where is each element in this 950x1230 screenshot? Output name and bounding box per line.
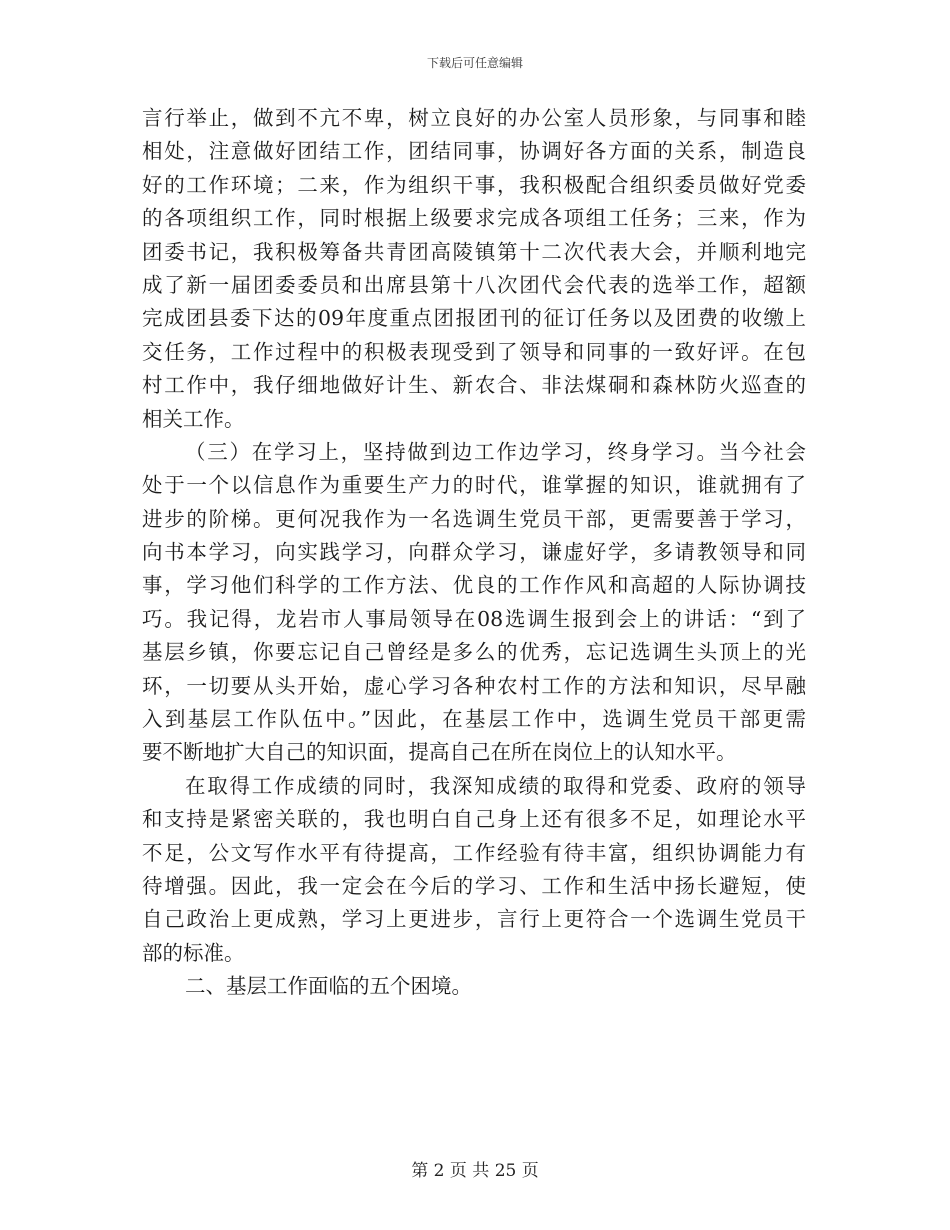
text-line: 环，一切要从头开始，虚心学习各种农村工作的方法和知识，尽早融 (142, 673, 806, 698)
document-body (142, 102, 806, 1004)
section-heading: 二、基层工作面临的五个困境。 (185, 974, 472, 999)
text-line: 完成团县委下达的09年度重点团报团刊的征订任务以及团费的收缴上 (142, 306, 806, 331)
text-line: 不足，公文写作水平有待提高，工作经验有待丰富，组织协调能力有 (142, 840, 806, 865)
text-line: 相关工作。 (142, 406, 245, 431)
text-line: 事，学习他们科学的工作方法、优良的工作作风和高超的人际协调技 (142, 573, 806, 598)
text-line: 成了新一届团委委员和出席县第十八次团代会代表的选举工作，超额 (142, 272, 806, 297)
text-line: 的各项组织工作，同时根据上级要求完成各项组工任务；三来，作为 (142, 206, 806, 231)
text-line: 团委书记，我积极筹备共青团高陵镇第十二次代表大会，并顺利地完 (142, 239, 806, 264)
page-footer: 第 2 页 共 25 页 (411, 1161, 539, 1181)
text-line: 和支持是紧密关联的，我也明白自己身上还有很多不足，如理论水平 (142, 807, 806, 832)
text-line: 交任务，工作过程中的积极表现受到了领导和同事的一致好评。在包 (142, 339, 806, 364)
text-line: 要不断地扩大自己的知识面，提高自己在所在岗位上的认知水平。 (142, 740, 737, 765)
text-line: 向书本学习，向实践学习，向群众学习，谦虚好学，多请教领导和同 (142, 540, 806, 565)
text-line: 相处，注意做好团结工作，团结同事，协调好各方面的关系，制造良 (142, 139, 806, 164)
page-header: 下载后可任意编辑 (426, 56, 523, 70)
text-line: 处于一个以信息作为重要生产力的时代，谁掌握的知识，谁就拥有了 (142, 473, 806, 498)
text-line: 村工作中，我仔细地做好计生、新农合、非法煤硐和森林防火巡查的 (142, 373, 806, 398)
text-line: 基层乡镇，你要忘记自己曾经是多么的优秀，忘记选调生头顶上的光 (142, 640, 806, 665)
text-line: 部的标准。 (142, 940, 245, 965)
paragraph-first-line: 在取得工作成绩的同时，我深知成绩的取得和党委、政府的领导 (185, 773, 806, 798)
text-line: 好的工作环境；二来，作为组织干事，我积极配合组织委员做好党委 (142, 172, 806, 197)
paragraph-first-line: （三）在学习上，坚持做到边工作边学习，终身学习。当今社会 (185, 439, 806, 464)
text-line: 待增强。因此，我一定会在今后的学习、工作和生活中扬长避短，使 (142, 873, 806, 898)
text-line: 自己政治上更成熟，学习上更进步，言行上更符合一个选调生党员干 (142, 907, 806, 932)
text-line: 言行举止，做到不亢不卑，树立良好的办公室人员形象，与同事和睦 (142, 106, 806, 130)
text-line: 巧。我记得，龙岩市人事局领导在08选调生报到会上的讲话：“到了 (142, 606, 806, 631)
text-line: 进步的阶梯。更何况我作为一名选调生党员干部，更需要善于学习， (142, 506, 806, 531)
text-line: 入到基层工作队伍中。”因此，在基层工作中，选调生党员干部更需 (142, 707, 806, 732)
